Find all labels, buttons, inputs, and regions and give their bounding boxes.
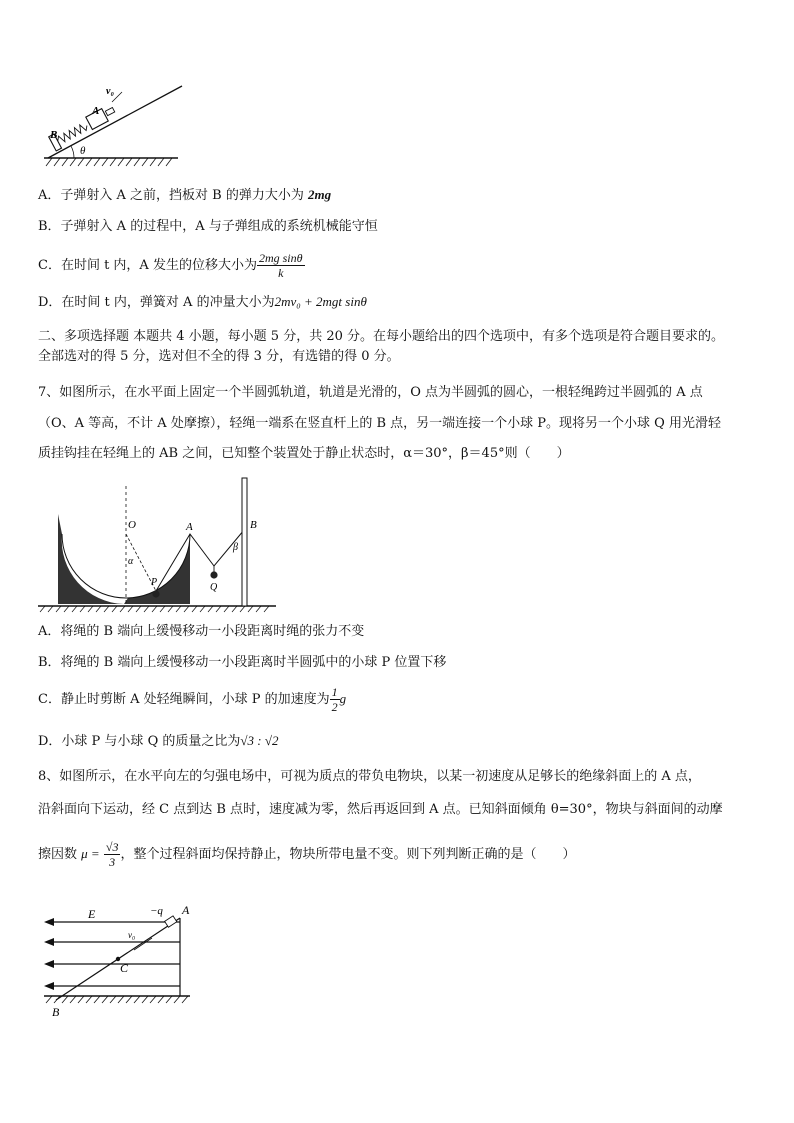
label-theta: θ [80, 145, 86, 157]
field-arrow-1 [44, 918, 54, 926]
section2-line1: 二、多项选择题 本题共 4 小题，每小题 5 分，共 20 分。在每小题给出的四个选项中，有多个选项是符合题目要求的。 [38, 329, 725, 344]
q8-label-C: C [120, 961, 129, 975]
field-arrow-2 [44, 938, 54, 946]
q8-v0-arrow [134, 938, 152, 950]
q7-stem-line3: 质挂钩挂在轻绳上的 AB 之间，已知整个装置处于静止状态时，α＝30°，β＝45°则（ ） [38, 446, 570, 461]
q7-label-A: A [186, 521, 193, 533]
q8-mu-denominator: 3 [109, 855, 116, 869]
vertical-rod [242, 478, 247, 606]
q8-label-B: B [52, 1005, 60, 1019]
q8-stem-line1: 8、如图所示，在水平向左的匀强电场中，可视为质点的带负电物块，以某一初速度从足够长的绝缘斜面上的 A 点， [38, 769, 701, 784]
q6-option-A [38, 185, 331, 206]
q6-option-C-numerator: 2mg sinθ [258, 251, 303, 265]
bullet [105, 107, 114, 115]
field-arrow-4 [44, 982, 54, 990]
q6-option-A-value: 2mg [308, 187, 332, 202]
q7-option-B: B．将绳的 B 端向上缓慢移动一小段距离时半圆弧中的小球 P 位置下移 [38, 655, 447, 670]
q7-label-P: P [151, 577, 158, 588]
q8-stem-line3 [38, 836, 575, 873]
label-B: B [50, 129, 58, 141]
q8-label-v0: v₀ [128, 930, 136, 940]
q6-option-D-text: D．在时间 t 内，弹簧对 A 的冲量大小为 [38, 295, 275, 310]
q8-label-A: A [182, 903, 190, 917]
q7-option-C-unit: g [339, 691, 347, 706]
q8-label-E: E [88, 907, 96, 921]
q7-option-C-fraction [330, 685, 340, 714]
q7-semicircle-figure [36, 472, 281, 614]
q8-stem-line2: 沿斜面向下运动，经 C 点到达 B 点时，速度减为零，然后再返回到 A 点。已知斜面倾角 θ=30°，物块与斜面间的动摩 [38, 802, 723, 817]
ball-P [152, 590, 159, 597]
q8-electric-field-figure [40, 900, 200, 1020]
q6-option-B: B．子弹射入 A 的过程中，A 与子弹组成的系统机械能守恒 [38, 219, 378, 234]
q7-option-C [38, 682, 346, 717]
spring [56, 122, 89, 145]
q6-option-D-value: 2mv₀ + 2mgt sinθ [274, 294, 367, 309]
q8-mu-lhs: μ = [81, 846, 100, 861]
q8-block [165, 916, 177, 927]
q6-option-C [38, 250, 305, 282]
q8-label-q: −q [150, 905, 163, 917]
q7-option-D-text: D．小球 P 与小球 Q 的质量之比为 [38, 734, 241, 749]
q6-option-D [38, 292, 367, 313]
section2-line2: 全部选对的得 5 分，选对但不全的得 3 分，有选错的得 0 分。 [38, 349, 400, 364]
theta-arc [71, 146, 74, 158]
q7-option-D [38, 731, 278, 752]
q7-stem-line2: （O、A 等高，不计 A 处摩擦），轻绳一端系在竖直杆上的 B 点，另一端连接一个小球 P。现将另一个小球 Q 用光滑轻 [38, 416, 721, 431]
q6-option-A-text: A．子弹射入 A 之前，挡板对 B 的弹力大小为 [38, 188, 308, 203]
q7-option-C-denominator: 2 [331, 700, 338, 714]
ball-Q [210, 571, 217, 578]
q6-option-C-fraction [257, 251, 305, 280]
track-left [58, 514, 124, 604]
q8-mu-numerator: √3 [105, 840, 119, 854]
q8-mu-fraction [104, 840, 121, 869]
q7-label-Q: Q [210, 582, 218, 593]
field-arrow-3 [44, 960, 54, 968]
q7-label-B: B [250, 519, 257, 531]
q6-incline-figure [40, 82, 190, 168]
incline-line [48, 86, 182, 158]
q7-stem-line1: 7、如图所示，在水平面上固定一个半圆弧轨道，轨道是光滑的，O 点为半圆弧的圆心，一根轻绳跨过半圆弧的 A 点 [38, 385, 703, 400]
q7-label-beta: β [233, 542, 238, 553]
q8-stem-line3-post: ，整个过程斜面均保持静止，物块所带电量不变。则下列判断正确的是（ ） [120, 847, 576, 862]
q7-option-C-numerator: 1 [331, 685, 338, 699]
q7-option-C-text: C．静止时剪断 A 处轻绳瞬间，小球 P 的加速度为 [38, 692, 330, 707]
q7-option-D-value: √3 : √2 [240, 733, 279, 748]
label-v0: v₀ [106, 86, 114, 97]
q8-stem-line3-pre: 擦因数 [38, 847, 78, 862]
q7-label-alpha: α [128, 556, 134, 567]
q7-label-O: O [128, 519, 136, 531]
q6-option-C-denominator: k [278, 266, 284, 280]
label-A: A [92, 105, 100, 117]
q6-option-C-text: C．在时间 t 内，A 发生的位移大小为 [38, 258, 257, 273]
q7-option-A: A．将绳的 B 端向上缓慢移动一小段距离时绳的张力不变 [38, 624, 365, 639]
